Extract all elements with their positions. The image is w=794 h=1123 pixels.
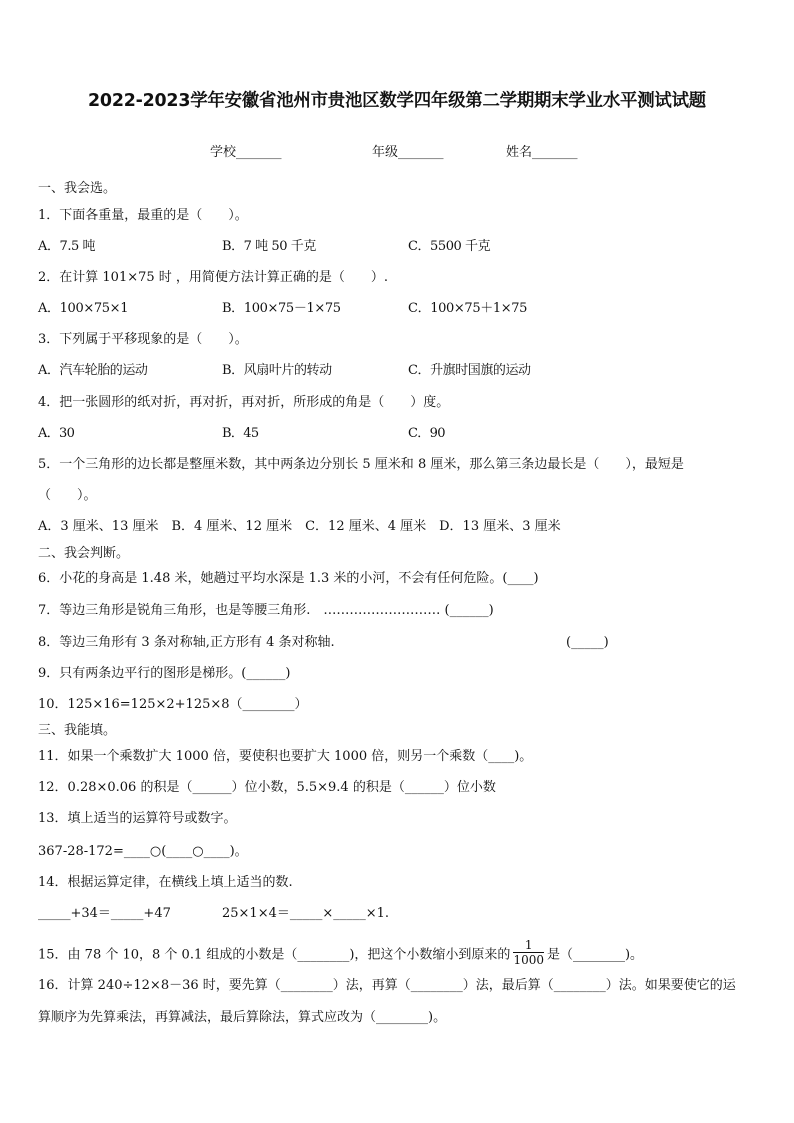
question-16-line-2: 算顺序为先算乘法，再算减法，最后算除法，算式应改为（________)。 <box>38 1010 447 1025</box>
option-b: B．风扇叶片的转动 <box>222 363 332 378</box>
section-heading: 一、我会选。 <box>38 181 117 196</box>
question-7: 7．等边三角形是锐角三角形，也是等腰三角形. ……………………… (______) <box>38 603 494 618</box>
question-14-stem: 14．根据运算定律，在横线上填上适当的数. <box>38 875 293 890</box>
question-16-line-1: 16．计算 240÷12×8－36 时，要先算（________）法，再算（________）法，最后算（________）法。如果要使它的运 <box>38 978 736 993</box>
question-3-stem: 3．下列属于平移现象的是（ ）。 <box>38 332 248 347</box>
option-b: B．7 吨 50 千克 <box>222 239 316 254</box>
section-heading: 二、我会判断。 <box>38 546 130 561</box>
question-15 <box>38 940 643 970</box>
question-8-blank: (_____) <box>566 635 609 650</box>
question-8: 8．等边三角形有 3 条对称轴,正方形有 4 条对称轴. <box>38 635 335 650</box>
question-10: 10．125×16=125×2+125×8（________） <box>38 697 308 712</box>
option-a: A．汽车轮胎的运动 <box>38 363 148 378</box>
option-a: A．100×75×1 <box>38 301 129 316</box>
grade-field: 年级_______ <box>372 145 444 160</box>
question-9: 9．只有两条边平行的图形是梯形。(______) <box>38 666 291 681</box>
question-2-stem: 2．在计算 101×75 时 ，用简便方法计算正确的是（ ）. <box>38 270 389 285</box>
exam-title: 2022-2023学年安徽省池州市贵池区数学四年级第二学期期末学业水平测试试题 <box>88 91 706 111</box>
fraction-denominator: 1000 <box>513 953 544 967</box>
question-14-right: 25×1×4＝_____×_____×1. <box>222 906 390 921</box>
question-5-stem-cont: （ ）。 <box>38 488 97 503</box>
school-field: 学校_______ <box>210 145 282 160</box>
option-a: A．30 <box>38 426 75 441</box>
section-heading: 三、我能填。 <box>38 723 117 738</box>
question-13-expression: 367-28-172=____○(____○____)。 <box>38 844 248 859</box>
question-5-options: A．3 厘米、13 厘米 B．4 厘米、12 厘米 C．12 厘米、4 厘米 D．13 厘米、3 厘米 <box>38 519 561 534</box>
fraction-numerator: 1 <box>513 938 544 953</box>
option-b: B．100×75－1×75 <box>222 301 341 316</box>
question-6: 6．小花的身高是 1.48 米，她趟过平均水深是 1.3 米的小河，不会有任何危险。(____) <box>38 571 539 586</box>
question-15-pre: 15．由 78 个 10，8 个 0.1 组成的小数是（________)，把这个小数缩小到原来的 <box>38 947 511 963</box>
option-b: B．45 <box>222 426 259 441</box>
option-c: C．90 <box>408 426 445 441</box>
name-field: 姓名_______ <box>506 145 578 160</box>
question-11: 11．如果一个乘数扩大 1000 倍，要使积也要扩大 1000 倍，则另一个乘数（____)。 <box>38 749 533 764</box>
option-c: C．5500 千克 <box>408 239 491 254</box>
question-13-stem: 13．填上适当的运算符号或数字。 <box>38 811 237 826</box>
option-c: C．100×75＋1×75 <box>408 301 528 316</box>
option-a: A．7.5 吨 <box>38 239 96 254</box>
question-1-stem: 1．下面各重量，最重的是（ ）。 <box>38 208 248 223</box>
option-c: C．升旗时国旗的运动 <box>408 363 531 378</box>
question-14-left: _____+34＝_____+47 <box>38 906 171 921</box>
fraction <box>513 938 544 968</box>
question-5-stem: 5．一个三角形的边长都是整厘米数，其中两条边分别长 5 厘米和 8 厘米，那么第三条边最长是（ ），最短是 <box>38 457 684 472</box>
question-12: 12．0.28×0.06 的积是（______）位小数，5.5×9.4 的积是（______）位小数 <box>38 780 496 795</box>
question-15-post: 是（________)。 <box>546 947 644 963</box>
question-4-stem: 4．把一张圆形的纸对折，再对折，再对折，所形成的角是（ ）度。 <box>38 395 450 410</box>
